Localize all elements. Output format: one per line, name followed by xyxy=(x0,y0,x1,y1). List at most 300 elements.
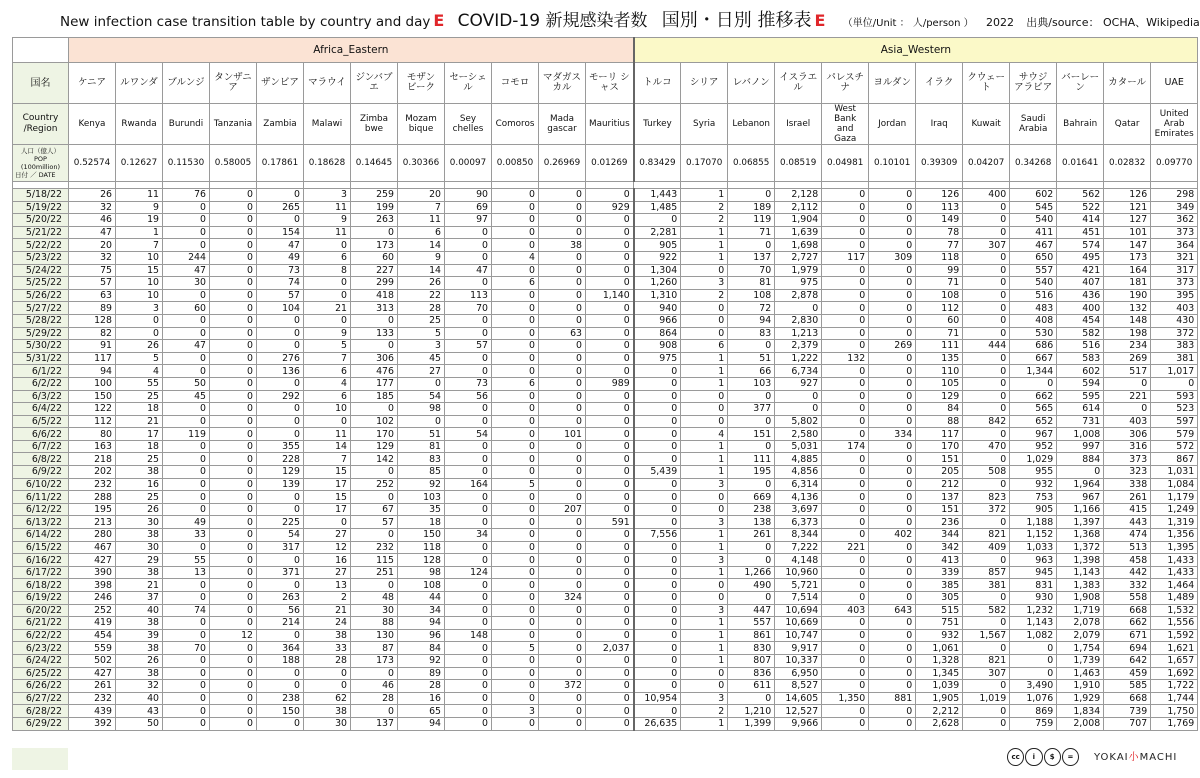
case-count-cell: 6 xyxy=(304,251,351,264)
case-count-cell: 13 xyxy=(163,566,210,579)
case-count-cell: 0 xyxy=(492,592,539,605)
case-count-cell: 0 xyxy=(586,579,634,592)
case-count-cell: 0 xyxy=(822,327,869,340)
case-count-cell: 25 xyxy=(116,390,163,403)
case-count-cell: 298 xyxy=(1151,189,1198,202)
country-en-name: Zambia xyxy=(257,104,304,145)
case-count-cell: 105 xyxy=(916,377,963,390)
date-cell: 5/18/22 xyxy=(13,189,69,202)
case-count-cell: 16 xyxy=(398,692,445,705)
case-count-cell: 261 xyxy=(69,680,116,693)
case-count-cell: 96 xyxy=(398,629,445,642)
case-count-cell: 10,747 xyxy=(775,629,822,642)
case-count-cell: 1,722 xyxy=(1151,680,1198,693)
case-count-cell: 591 xyxy=(586,516,634,529)
case-count-cell: 99 xyxy=(916,264,963,277)
case-count-cell: 905 xyxy=(1010,503,1057,516)
table-row xyxy=(13,239,1198,252)
country-en-name: Turkey xyxy=(634,104,681,145)
case-count-cell: 0 xyxy=(963,516,1010,529)
case-count-cell: 0 xyxy=(822,365,869,378)
date-cell: 5/27/22 xyxy=(13,302,69,315)
case-count-cell: 185 xyxy=(351,390,398,403)
case-count-cell: 47 xyxy=(257,239,304,252)
case-count-cell: 74 xyxy=(163,604,210,617)
case-count-cell: 4 xyxy=(116,365,163,378)
case-count-cell: 0 xyxy=(539,453,586,466)
case-count-cell: 0 xyxy=(963,365,1010,378)
case-count-cell: 0 xyxy=(163,667,210,680)
unit-label: （単位/Unit ： 人/person ） xyxy=(842,18,974,29)
case-count-cell: 579 xyxy=(1151,428,1198,441)
case-count-cell: 0 xyxy=(586,503,634,516)
case-count-cell: 0 xyxy=(539,390,586,403)
table-row xyxy=(13,579,1198,592)
case-count-cell: 0 xyxy=(445,516,492,529)
case-count-cell: 642 xyxy=(1104,654,1151,667)
case-count-cell: 0 xyxy=(351,667,398,680)
date-cell: 6/29/22 xyxy=(13,717,69,730)
population-value: 0.83429 xyxy=(634,145,681,182)
date-cell: 6/26/22 xyxy=(13,680,69,693)
case-count-cell: 129 xyxy=(351,440,398,453)
case-count-cell: 881 xyxy=(869,692,916,705)
case-count-cell: 823 xyxy=(963,491,1010,504)
case-count-cell: 85 xyxy=(398,466,445,479)
case-count-cell: 989 xyxy=(586,377,634,390)
case-count-cell: 562 xyxy=(1057,189,1104,202)
case-count-cell: 0 xyxy=(963,453,1010,466)
case-count-cell: 2,037 xyxy=(586,642,634,655)
footer-date-strip xyxy=(12,748,68,770)
country-en-name: West Bank and Gaza xyxy=(822,104,869,145)
case-count-cell: 12 xyxy=(210,629,257,642)
case-count-cell: 0 xyxy=(681,503,728,516)
case-count-cell: 82 xyxy=(69,327,116,340)
table-row xyxy=(13,415,1198,428)
case-count-cell: 38 xyxy=(539,239,586,252)
case-count-cell: 0 xyxy=(634,642,681,655)
case-count-cell: 0 xyxy=(728,239,775,252)
case-count-cell: 1,489 xyxy=(1151,592,1198,605)
case-count-cell: 0 xyxy=(1010,642,1057,655)
country-jp-name: イラク xyxy=(916,63,963,104)
case-count-cell: 0 xyxy=(492,554,539,567)
case-count-cell: 0 xyxy=(257,629,304,642)
date-cell: 6/23/22 xyxy=(13,642,69,655)
case-count-cell: 594 xyxy=(1057,377,1104,390)
case-count-cell: 288 xyxy=(69,491,116,504)
case-count-cell: 80 xyxy=(69,428,116,441)
case-count-cell: 0 xyxy=(210,340,257,353)
case-count-cell: 84 xyxy=(916,403,963,416)
case-count-cell: 1 xyxy=(681,365,728,378)
case-count-cell: 1,061 xyxy=(916,642,963,655)
case-count-cell: 0 xyxy=(869,566,916,579)
case-count-cell: 27 xyxy=(304,566,351,579)
population-value: 0.06855 xyxy=(728,145,775,182)
case-count-cell: 0 xyxy=(822,554,869,567)
spacer-cell xyxy=(728,182,775,189)
case-count-cell: 7,222 xyxy=(775,541,822,554)
date-cell: 6/24/22 xyxy=(13,654,69,667)
case-count-cell: 148 xyxy=(445,629,492,642)
case-count-cell: 0 xyxy=(586,566,634,579)
table-row xyxy=(13,403,1198,416)
case-count-cell: 0 xyxy=(634,428,681,441)
case-count-cell: 0 xyxy=(822,516,869,529)
case-count-cell: 56 xyxy=(257,604,304,617)
case-count-cell: 118 xyxy=(916,251,963,264)
case-count-cell: 0 xyxy=(586,705,634,718)
case-count-cell: 0 xyxy=(210,579,257,592)
spacer-cell xyxy=(586,182,634,189)
case-count-cell: 0 xyxy=(681,415,728,428)
case-count-cell: 1,979 xyxy=(775,264,822,277)
case-count-cell: 18 xyxy=(398,516,445,529)
table-row xyxy=(13,428,1198,441)
case-count-cell: 0 xyxy=(539,466,586,479)
country-en-name: Tanzania xyxy=(210,104,257,145)
spacer-cell xyxy=(492,182,539,189)
case-count-cell: 316 xyxy=(1104,440,1151,453)
country-jp-name: ケニア xyxy=(69,63,116,104)
case-count-cell: 69 xyxy=(445,201,492,214)
country-jp-name: クウェート xyxy=(963,63,1010,104)
date-cell: 5/23/22 xyxy=(13,251,69,264)
case-count-cell: 955 xyxy=(1010,466,1057,479)
case-count-cell: 602 xyxy=(1057,365,1104,378)
case-count-cell: 4,148 xyxy=(775,554,822,567)
case-count-cell: 199 xyxy=(351,201,398,214)
case-count-cell: 0 xyxy=(445,692,492,705)
case-count-cell: 48 xyxy=(351,592,398,605)
case-count-cell: 1 xyxy=(681,617,728,630)
country-jp-name: パレスチナ xyxy=(822,63,869,104)
case-count-cell: 0 xyxy=(210,189,257,202)
case-count-cell: 1,556 xyxy=(1151,617,1198,630)
case-count-cell: 470 xyxy=(963,440,1010,453)
case-count-cell: 377 xyxy=(728,403,775,416)
case-count-cell: 0 xyxy=(634,604,681,617)
case-count-cell: 1 xyxy=(681,529,728,542)
case-count-cell: 0 xyxy=(539,491,586,504)
case-count-cell: 0 xyxy=(257,189,304,202)
nd-icon: = xyxy=(1062,748,1079,766)
case-count-cell: 92 xyxy=(398,654,445,667)
case-count-cell: 0 xyxy=(963,403,1010,416)
case-count-cell: 70 xyxy=(728,264,775,277)
case-count-cell: 0 xyxy=(351,491,398,504)
country-en-name: Sey chelles xyxy=(445,104,492,145)
case-count-cell: 0 xyxy=(445,541,492,554)
case-count-cell: 0 xyxy=(539,289,586,302)
case-count-cell: 238 xyxy=(257,692,304,705)
case-count-cell: 400 xyxy=(963,189,1010,202)
case-count-cell: 138 xyxy=(728,516,775,529)
case-count-cell: 28 xyxy=(398,680,445,693)
case-count-cell: 467 xyxy=(69,541,116,554)
case-count-cell: 0 xyxy=(398,377,445,390)
date-label: 日付 ／ DATE xyxy=(15,171,56,179)
case-count-cell: 0 xyxy=(822,289,869,302)
country-jp-name: トルコ xyxy=(634,63,681,104)
case-count-cell: 307 xyxy=(963,667,1010,680)
case-count-cell: 1,463 xyxy=(1057,667,1104,680)
case-count-cell: 0 xyxy=(681,302,728,315)
case-count-cell: 0 xyxy=(539,226,586,239)
case-count-cell: 0 xyxy=(539,340,586,353)
case-count-cell: 4 xyxy=(681,428,728,441)
case-count-cell: 355 xyxy=(257,440,304,453)
case-count-cell: 164 xyxy=(1104,264,1151,277)
case-count-cell: 0 xyxy=(822,529,869,542)
case-count-cell: 0 xyxy=(822,226,869,239)
case-count-cell: 0 xyxy=(822,453,869,466)
case-count-cell: 0 xyxy=(163,680,210,693)
case-count-cell: 0 xyxy=(586,239,634,252)
case-count-cell: 0 xyxy=(1104,377,1151,390)
table-row xyxy=(13,314,1198,327)
case-count-cell: 940 xyxy=(634,302,681,315)
population-value: 0.58005 xyxy=(210,145,257,182)
population-value: 0.26969 xyxy=(539,145,586,182)
case-count-cell: 2 xyxy=(681,214,728,227)
case-count-cell: 103 xyxy=(728,377,775,390)
case-count-cell: 32 xyxy=(116,680,163,693)
case-count-cell: 38 xyxy=(116,566,163,579)
case-count-cell: 1,692 xyxy=(1151,667,1198,680)
case-count-cell: 0 xyxy=(963,251,1010,264)
case-count-cell: 662 xyxy=(1010,390,1057,403)
population-value: 0.14645 xyxy=(351,145,398,182)
case-count-cell: 100 xyxy=(69,377,116,390)
case-count-cell: 0 xyxy=(634,453,681,466)
case-count-cell: 0 xyxy=(445,592,492,605)
case-count-cell: 1,908 xyxy=(1057,592,1104,605)
case-count-cell: 213 xyxy=(69,516,116,529)
case-count-cell: 207 xyxy=(539,503,586,516)
case-count-cell: 111 xyxy=(728,453,775,466)
table-row xyxy=(13,566,1198,579)
case-count-cell: 0 xyxy=(492,264,539,277)
case-count-cell: 821 xyxy=(963,654,1010,667)
country-jp-name: コモロ xyxy=(492,63,539,104)
case-count-cell: 0 xyxy=(257,403,304,416)
spacer-cell xyxy=(304,182,351,189)
case-count-cell: 1,008 xyxy=(1057,428,1104,441)
case-count-cell: 0 xyxy=(445,554,492,567)
population-value: 0.18628 xyxy=(304,145,351,182)
country-en-name: Mozam bique xyxy=(398,104,445,145)
case-count-cell: 362 xyxy=(1151,214,1198,227)
case-count-cell: 0 xyxy=(304,289,351,302)
case-count-cell: 309 xyxy=(869,251,916,264)
case-count-cell: 0 xyxy=(822,239,869,252)
case-count-cell: 119 xyxy=(163,428,210,441)
case-count-cell: 0 xyxy=(869,390,916,403)
case-count-cell: 0 xyxy=(210,214,257,227)
case-count-cell: 4 xyxy=(304,377,351,390)
case-count-cell: 0 xyxy=(445,403,492,416)
case-count-cell: 0 xyxy=(492,667,539,680)
case-count-cell: 3,490 xyxy=(1010,680,1057,693)
case-count-cell: 0 xyxy=(586,352,634,365)
case-count-cell: 593 xyxy=(1151,390,1198,403)
case-count-cell: 57 xyxy=(351,516,398,529)
case-count-cell: 0 xyxy=(728,478,775,491)
case-count-cell: 516 xyxy=(1010,289,1057,302)
population-value: 0.30366 xyxy=(398,145,445,182)
case-count-cell: 0 xyxy=(586,390,634,403)
case-count-cell: 373 xyxy=(1151,277,1198,290)
case-count-cell: 0 xyxy=(163,214,210,227)
case-count-cell: 108 xyxy=(398,579,445,592)
case-count-cell: 0 xyxy=(822,717,869,730)
case-count-cell: 2 xyxy=(681,289,728,302)
case-count-cell: 1,166 xyxy=(1057,503,1104,516)
date-cell: 5/22/22 xyxy=(13,239,69,252)
case-count-cell: 1,304 xyxy=(634,264,681,277)
case-count-cell: 63 xyxy=(69,289,116,302)
case-count-cell: 381 xyxy=(963,579,1010,592)
case-count-cell: 2,128 xyxy=(775,189,822,202)
case-count-cell: 306 xyxy=(1104,428,1151,441)
table-row xyxy=(13,491,1198,504)
case-count-cell: 14 xyxy=(398,264,445,277)
case-count-cell: 71 xyxy=(728,226,775,239)
case-count-cell: 454 xyxy=(69,629,116,642)
date-cell: 6/5/22 xyxy=(13,415,69,428)
case-count-cell: 0 xyxy=(1057,466,1104,479)
case-count-cell: 0 xyxy=(586,327,634,340)
case-count-cell: 373 xyxy=(1151,226,1198,239)
case-count-cell: 33 xyxy=(163,529,210,542)
case-count-cell: 5 xyxy=(398,327,445,340)
case-count-cell: 88 xyxy=(916,415,963,428)
case-count-cell: 403 xyxy=(1151,302,1198,315)
case-count-cell: 574 xyxy=(1057,239,1104,252)
date-cell: 6/6/22 xyxy=(13,428,69,441)
case-count-cell: 6 xyxy=(681,340,728,353)
case-count-cell: 0 xyxy=(492,516,539,529)
case-count-cell: 174 xyxy=(822,440,869,453)
case-count-cell: 87 xyxy=(351,642,398,655)
case-count-cell: 0 xyxy=(822,466,869,479)
case-count-cell: 0 xyxy=(445,503,492,516)
case-count-cell: 0 xyxy=(445,667,492,680)
case-count-cell: 244 xyxy=(163,251,210,264)
case-count-cell: 98 xyxy=(398,403,445,416)
case-count-cell: 0 xyxy=(728,340,775,353)
case-count-cell: 0 xyxy=(492,302,539,315)
case-count-cell: 261 xyxy=(728,529,775,542)
table-row xyxy=(13,264,1198,277)
case-count-cell: 0 xyxy=(210,566,257,579)
country-en-name: Malawi xyxy=(304,104,351,145)
case-count-cell: 2,628 xyxy=(916,717,963,730)
case-count-cell: 0 xyxy=(775,390,822,403)
case-count-cell: 181 xyxy=(1104,277,1151,290)
case-count-cell: 26 xyxy=(398,277,445,290)
case-count-cell: 1,399 xyxy=(728,717,775,730)
case-count-cell: 51 xyxy=(728,352,775,365)
date-cell: 6/15/22 xyxy=(13,541,69,554)
case-count-cell: 0 xyxy=(492,189,539,202)
case-count-cell: 110 xyxy=(916,365,963,378)
case-count-cell: 5,031 xyxy=(775,440,822,453)
case-count-cell: 0 xyxy=(869,629,916,642)
case-count-cell: 154 xyxy=(257,226,304,239)
case-count-cell: 0 xyxy=(539,365,586,378)
case-count-cell: 0 xyxy=(210,654,257,667)
case-count-cell: 0 xyxy=(210,491,257,504)
case-count-cell: 7,556 xyxy=(634,529,681,542)
case-count-cell: 21 xyxy=(116,415,163,428)
case-count-cell: 0 xyxy=(634,214,681,227)
case-count-cell: 3 xyxy=(681,604,728,617)
case-count-cell: 0 xyxy=(163,403,210,416)
case-count-cell: 10 xyxy=(116,277,163,290)
case-count-cell: 0 xyxy=(586,264,634,277)
title-jp-sub: 国別・日別 推移表 xyxy=(661,10,812,31)
case-count-cell: 0 xyxy=(539,566,586,579)
case-count-cell: 454 xyxy=(1057,314,1104,327)
country-jp-name: モーリ シャス xyxy=(586,63,634,104)
case-count-cell: 126 xyxy=(1104,189,1151,202)
case-count-cell: 0 xyxy=(586,403,634,416)
case-count-cell: 72 xyxy=(728,302,775,315)
table-row xyxy=(13,226,1198,239)
case-count-cell: 21 xyxy=(304,302,351,315)
case-count-cell: 395 xyxy=(1151,289,1198,302)
case-count-cell: 0 xyxy=(586,226,634,239)
case-count-cell: 0 xyxy=(445,365,492,378)
case-count-cell: 1,076 xyxy=(1010,692,1057,705)
case-count-cell: 0 xyxy=(869,466,916,479)
case-count-cell: 932 xyxy=(916,629,963,642)
case-count-cell: 0 xyxy=(586,604,634,617)
country-en-name: Saudi Arabia xyxy=(1010,104,1057,145)
case-count-cell: 2,878 xyxy=(775,289,822,302)
case-count-cell: 321 xyxy=(1151,251,1198,264)
case-count-cell: 0 xyxy=(539,617,586,630)
case-count-cell: 11 xyxy=(304,201,351,214)
case-count-cell: 54 xyxy=(445,428,492,441)
case-count-cell: 0 xyxy=(822,277,869,290)
case-count-cell: 447 xyxy=(728,604,775,617)
spacer-cell xyxy=(634,182,681,189)
case-count-cell: 4 xyxy=(492,251,539,264)
case-count-cell: 43 xyxy=(116,705,163,718)
country-jp-name: モザン ビーク xyxy=(398,63,445,104)
case-count-cell: 1,249 xyxy=(1151,503,1198,516)
case-count-cell: 45 xyxy=(163,390,210,403)
case-count-cell: 0 xyxy=(304,314,351,327)
case-count-cell: 476 xyxy=(351,365,398,378)
case-count-cell: 0 xyxy=(869,214,916,227)
case-count-cell: 0 xyxy=(210,642,257,655)
case-count-cell: 10,960 xyxy=(775,566,822,579)
case-count-cell: 922 xyxy=(634,251,681,264)
case-count-cell: 694 xyxy=(1104,642,1151,655)
case-count-cell: 339 xyxy=(916,566,963,579)
case-count-cell: 0 xyxy=(492,226,539,239)
case-count-cell: 0 xyxy=(775,403,822,416)
case-count-cell: 0 xyxy=(492,566,539,579)
case-count-cell: 26 xyxy=(69,189,116,202)
case-count-cell: 929 xyxy=(586,201,634,214)
